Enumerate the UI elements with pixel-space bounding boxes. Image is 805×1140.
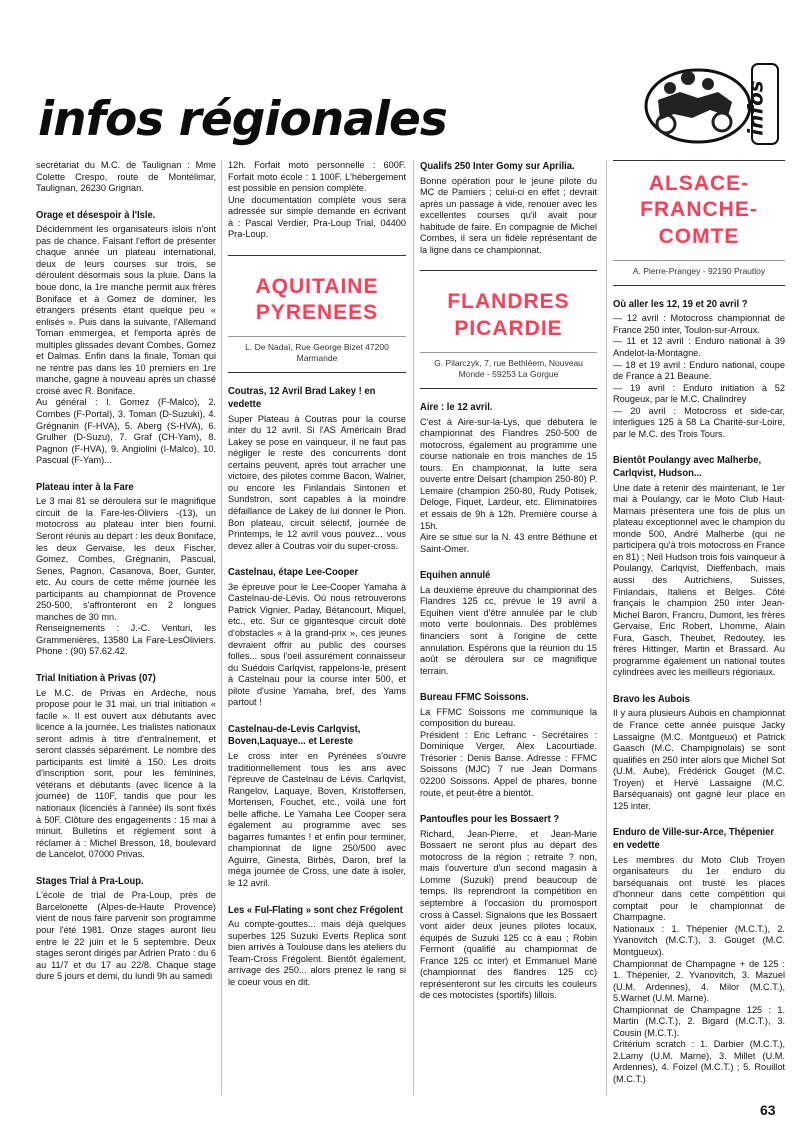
page-number: 63 xyxy=(760,1102,776,1118)
page-title: infos régionales xyxy=(38,92,447,147)
article-heading: Castelnau, étape Lee-Cooper xyxy=(228,566,359,579)
paragraph: 12h. Forfait moto personnelle : 600F. Forfait moto école : 1 100F. L'hébergement est possible en pension complète. xyxy=(228,160,406,194)
column-divider xyxy=(221,160,222,1095)
article-heading: Plateau inter à la Fare xyxy=(36,480,134,493)
paragraph: Bonne opération pour le jeune pilote du MC de Pamiers ; celui-ci en effet ; devrait après un passage à vide, renouer avec les excellentes courses qu'il avait pour habitude de faire. En compagnie de Michel Combes, il sera un fidèle représentant de la ligne dans ce championnat. xyxy=(420,175,597,255)
paragraph: Il y aura plusieurs Aubois en championnat de France cette année puisque Jacky Lassaigne (M.C. Montgueux) et Patrick Gaasch (M.C. Champignolais) se sont qualifiés en 250 inter alors que Michel Sot (U.M. Aube), Frédérick Gouget (M.C. Troyen) et Hervé Lassaigne (M.C. Barséquanais) ont gagné leur place en 125 inter. xyxy=(613,708,785,811)
region-box xyxy=(420,270,597,389)
paragraph: Président : Eric Lefranc - Secrétaires : Dominique Verger, Alex Lacourtiade. Trésorier : Denis Banse. Adresse : FFMC Soissons (MJC) 7 rue Jean Dormans 02200 Soissons. Appel de phares, bonne route, et peut-être à bientôt. xyxy=(420,729,597,798)
paragraph: Le cross inter en Pyrénées s'ouvre traditionnellement tous les ans avec l'épreuve de Castelnau de Lévis. Carlqvist, Rangelov, Laquaye, Boven, Kristoffersen, Mortensen, Fouchet, etc., voilà une fort belle affiche. Le Yamaha Lee Cooper sera également au programme avec ses bagarres fumantes ! et enfin pour terminer, championnat de ligne 250/500 avec Aguirre, Ginesta, Birbès, Daron, bref la méga journée de Cross, une date à isoler, le 12 avril. xyxy=(228,750,406,888)
paragraph: Les membres du Moto Club Troyen organisateurs du 1er enduro du barséquanais ont trusté les places d'honneur dans cette compétition qui comptait pour le championnat de Champagne. xyxy=(613,854,785,923)
paragraph: — 11 et 12 avril : Enduro national à 39 Andelot-la-Montagne. xyxy=(613,336,785,359)
article-heading: Pantoufles pour les Bossaert ? xyxy=(420,813,560,826)
paragraph: Le M.C. de Privas en Ardèche, nous propose pour le 31 mai, un trial initiation « facile ». Il est ouvert aux débutants avec licence à la journée. Les trialistes nationaux seront admis à titre d'entraînement, et seront classés séparément. Le nombre des participants est limité à 150. Les droits d'inscription sont, pour les féminines, vétérans et débutants (avec licence à la journée) de 110F, tandis que pour les nationaux (licenciés à l'année) ils sont fixés à 50F. Clôture des engagements : 15 mai à minuit. Bulletins et règlement sont à réclamer à : Michel Bresson, 18, boulevard de Lancelot, 07000 Privas. xyxy=(36,687,216,860)
paragraph: Une documentation complète vous sera adressée sur simple demande en écrivant à : Pascal Verdier, Pra-Loup Trial, 04400 Pra-Loup. xyxy=(228,194,406,240)
paragraph: — 20 avril : Motocross et side-car, interligues 125 à 58 La Charité-sur-Loire, par le M.C. des Trois Tours. xyxy=(613,405,785,439)
paragraph: Richard, Jean-Pierre, et Jean-Marie Bossaert ne seront plus au départ des motocross de la région ; retraite ? non, mais l'ouverture d'un second magasin à Lomme (Suzuki) prend beaucoup de temps. Ils reprendront la compétition en septembre à l'occasion du promosport cross à Cassel. Signalons que les Bossaert vont aider deux jeunes pilotes locaux, équipés de Suzuki 125 cc à eau ; Robin Fermont (qualifié au championnat de France 125 cc inter) et Emmanuel Marié (championnat des flandres 125 cc) représenteront sur les circuits les couleurs de ces motocistes (sportifs) lillois. xyxy=(420,828,597,1001)
article-heading: Trial Initiation à Privas (07) xyxy=(36,671,156,684)
paragraph: Décidemment les organisateurs islois n'ont pas de chance. Faisant l'effort de présenter chaque année un plateau international, deux de leurs courses sur trois, se déroulent désormais sous la pluie. Dans la boue donc, la 1re manche permit aux frères Boniface et à Gomez de dominer, les étrangers présents étant quelque peu « enlisés ». Puis dans la suivante, l'Allemand Toman emmergea, et l'emporta après de multiples glissades devant Combes, Gomez et Dalmas. Enfin dans la finale, Toman qui ne rentre pas dans les 10 premiers en 1re manche, gagne à nouveau après un chassé croisé avec R. Boniface. xyxy=(36,224,216,396)
region-address: G. Pilarczyk, 7, rue Bethléem, Nouveau Monde - 59253 La Gorgue xyxy=(420,352,597,380)
paragraph: Au général : I. Gomez (F-Malco), 2. Combes (F-Portal), 3. Toman (D-Suzuki), 4. Grégnanin (F-HVA), 5. Aberg (S-HVA), 6. Grulher (D-Suzu), 7. Graf (CH-Yam), 8. Pagnon (F-HVA), 9. Angiolini (I-Malco), 10. Pascual (F-Yam)... xyxy=(36,397,216,466)
region-address: A. Pierre-Prangey - 92190 Prautloy xyxy=(613,260,785,277)
article-heading: Les « Ful-Flating » sont chez Frégolent xyxy=(228,903,403,916)
region-box xyxy=(613,160,785,286)
region-title: AQUITAINE PYRENEES xyxy=(255,274,379,325)
article-heading: Bientôt Poulangy avec Malherbe, Carlqvist, Hudson... xyxy=(613,454,762,479)
region-address: L. De Nadaï, Rue George Bizet 47200 Marmande xyxy=(228,336,406,364)
logo-text: infos xyxy=(743,80,768,136)
paragraph: secrétariat du M.C. de Taulignan : Mme Colette Crespo, route de Montélimar, Taulignan, 26230 Grignan. xyxy=(36,160,216,194)
article-heading: Coutras, 12 Avril Brad Lakey ! en vedette xyxy=(228,385,376,411)
column-divider xyxy=(413,160,414,1095)
article-heading: Orage et désespoir à l'Isle. xyxy=(36,208,156,221)
paragraph: L'école de trial de Pra-Loup, près de Barcelonette (Alpes-de-Haute Provence) vient de nous faire parvenir son programme pour l'été 1981. Onze stages auront lieu entre le 22 juin et le 5 septembre. Deux stages seront dirigés par Adrien Prato : du 6 au 11/7 et du 17 au 22/8. Chaque stage dure 5 jours et demi, du lundi 9h au samedi xyxy=(36,890,216,982)
article-heading: Castelnau-de-Levis Carlqvist, Boven,Laquaye... et Lereste xyxy=(228,722,361,748)
article-heading: Bravo les Aubois xyxy=(613,692,690,705)
article-heading: Enduro de Ville-sur-Arce, Thépenier en vedette xyxy=(613,826,775,851)
article-heading: Equihen annulé xyxy=(420,569,491,582)
region-title: FLANDRES PICARDIE xyxy=(447,290,570,340)
column-divider xyxy=(606,160,607,1095)
article-heading: Aire : le 12 avril. xyxy=(420,401,493,414)
article-heading: Où aller les 12, 19 et 20 avril ? xyxy=(613,297,748,310)
infos-logo xyxy=(640,58,780,148)
paragraph: Critérium scratch : 1. Darbier (M.C.T.), 2.Lamy (U.M. Marne), 3. Millet (U.M. Ardennes), 4. Foizel (M.C.T.) ; 5. Rouillot (M.C.T.) xyxy=(613,1039,785,1084)
article-heading: Bureau FFMC Soissons. xyxy=(420,691,529,704)
paragraph: — 12 avril : Motocross championnat de France 250 inter, Toulon-sur-Arroux. xyxy=(613,313,785,335)
paragraph: Championnat de Champagne 125 : 1. Martin (M.C.T.), 2. Bigard (M.C.T.), 3. Cousin (M.C.T.). xyxy=(613,1004,785,1038)
column-4 xyxy=(613,160,785,1086)
paragraph: La FFMC Soissons me communique la composition du bureau. xyxy=(420,706,597,729)
paragraph: Renseignements : J.-C. Venturi, les Grammenières, 13580 La Fare-LesOliviers. Phone : (90) 57.62.42. xyxy=(36,623,216,657)
paragraph: Aire se situe sur la N. 43 entre Béthune et Saint-Omer. xyxy=(420,532,597,554)
column-2 xyxy=(228,160,406,988)
paragraph: Championnat de Champagne + de 125 : 1. Thépenier, 2. Yvanovitch, 3. Mazuel (U.M. Ardennes), 4. Milor (M.C.T.), 5.Warnet (U.M. Marne). xyxy=(613,958,785,1004)
paragraph: Nationaux : 1. Thépenier (M.C.T.), 2. Yvanovitch (M.C.T.), 3. Gouget (M.C. Montgueux). xyxy=(613,923,785,957)
paragraph: — 18 et 19 avril : Enduro national, coupe de France à 21 Beaune. xyxy=(613,359,785,382)
column-3 xyxy=(420,160,597,1002)
paragraph: Le 3 mai 81 se déroulera sur le magnifique circuit de la Fare-les-Oliviers -(13), un motocross au plateau inter bien fourni. Seront réunis au départ : les deux Boniface, les deux Gervaise, les deux Fischer, Gomez, Combes, Grégnanin, Pascual, Senes, Pagnon, Casanova, Boer, Gunter, etc. Au cours de cette même journée les participants au championnat de Provence 250-500, s'affronteront en 2 longues manches de 30 mn. xyxy=(36,496,216,622)
paragraph: Super Plateau à Coutras pour la course inter du 12 avril. Si l'AS Américain Brad Lakey se pose en vainqueur, il ne faut pas négliger le reste des concurrents dont certains peuvent, après tout arracher une victoire, des pilotes comme Bacon, Walner, ou encore les Finlandais Sintonen et Sundstron, sont capables à la moindre défaillance de Lakey de lui donner le Pion. Bon plateau, circuit sélectif, journée de Printemps, le 12 avril vous pouvez... vous devez aller à Coutras voir du super-cross. xyxy=(228,413,406,551)
paragraph: Au compte-gouttes... mais déjà quelques superbes 125 Suzuki Everts Replica sont bien arrivés à Toulouse dans les ateliers du Team-Cross Frégolent. Bientôt également, arrivage des 250... alors prenez le rang si le coeur vous en dit. xyxy=(228,919,406,987)
column-1 xyxy=(36,160,216,983)
paragraph: 3e épreuve pour le Lee-Cooper Yamaha à Castelnau-de-Lévis. Où nous retrouverons Patrick Vignier, Paday, Bétancourt, Miquel, etc., etc. Sur ce gigantesque circuit doté d'obstacles « à la grand-prix », ces jeunes devraient offrir au public des courses folles... sous l'oeil assurément connaisseur du Suédois Carlqvist, rappelons-le, présent à Castelnau pour la course inter 500, et pilote d'usine Yamaha, bref, des Yams partout ! xyxy=(228,581,406,708)
paragraph: La deuxième épreuve du championnat des Flandres 125 cc, prévue le 19 avril à Equihen vient d'être annulée par le club moto verte boulonnais. Des problèmes financiers sont à l'origine de cette annulation. Espérons que la réunion du 15 août se déroulera sur ce magnifique terrain. xyxy=(420,584,597,676)
paragraph: Une date à retenir dès maintenant, le 1er mai à Poulangy, car le Moto Club Haut-Marnais présentera une fois de plus un plateau exceptionnel avec le champion du monde 500, André Malherbe (qui ne participera qu'à trois motocross en France en 81) ; Neil Hudson trois fois vainqueur à Poulangy, Carlqvist, Dieffenbach, mais aussi des Autrichiens, Suisses, Finlandais, Italiens et Belges. Côté français le champion 250 inter Jean-Michel Baron, Francru, Dumont, les frères Gervaise, Eric Robert, Lhomme, Alain Fura, Gasch, Theubet, Redoutey, les frères Hittinger, Martin et Brassard. Au programme également un national toutes cylindrées avec les meilleurs régionaux. xyxy=(613,482,785,678)
region-title: ALSACE-FRANCHE-COMTE xyxy=(640,172,758,248)
paragraph: — 19 avril : Enduro initiation à 52 Rougeux, par le M.C. Chalindrey xyxy=(613,382,785,405)
article-heading: Stages Trial à Pra-Loup. xyxy=(36,874,144,887)
article-heading: Qualifs 250 Inter Gomy sur Aprilia. xyxy=(420,160,575,172)
paragraph: C'est à Aire-sur-la-Lys, que débutera le championnat des Flandres 250-500 de motocross, également au programme une course nationale en trois manches de 15 tours. En championnat, la lutte sera ouverte entre Delsart (champion 250-80) P. Lemaire (champion 250-80, Rudy Potisek, Deloge, Fiquet, Lardeur, etc. Eliminatoires et essais de 9h à 12h. Première course à 15h. xyxy=(420,416,597,531)
region-box xyxy=(228,255,406,374)
